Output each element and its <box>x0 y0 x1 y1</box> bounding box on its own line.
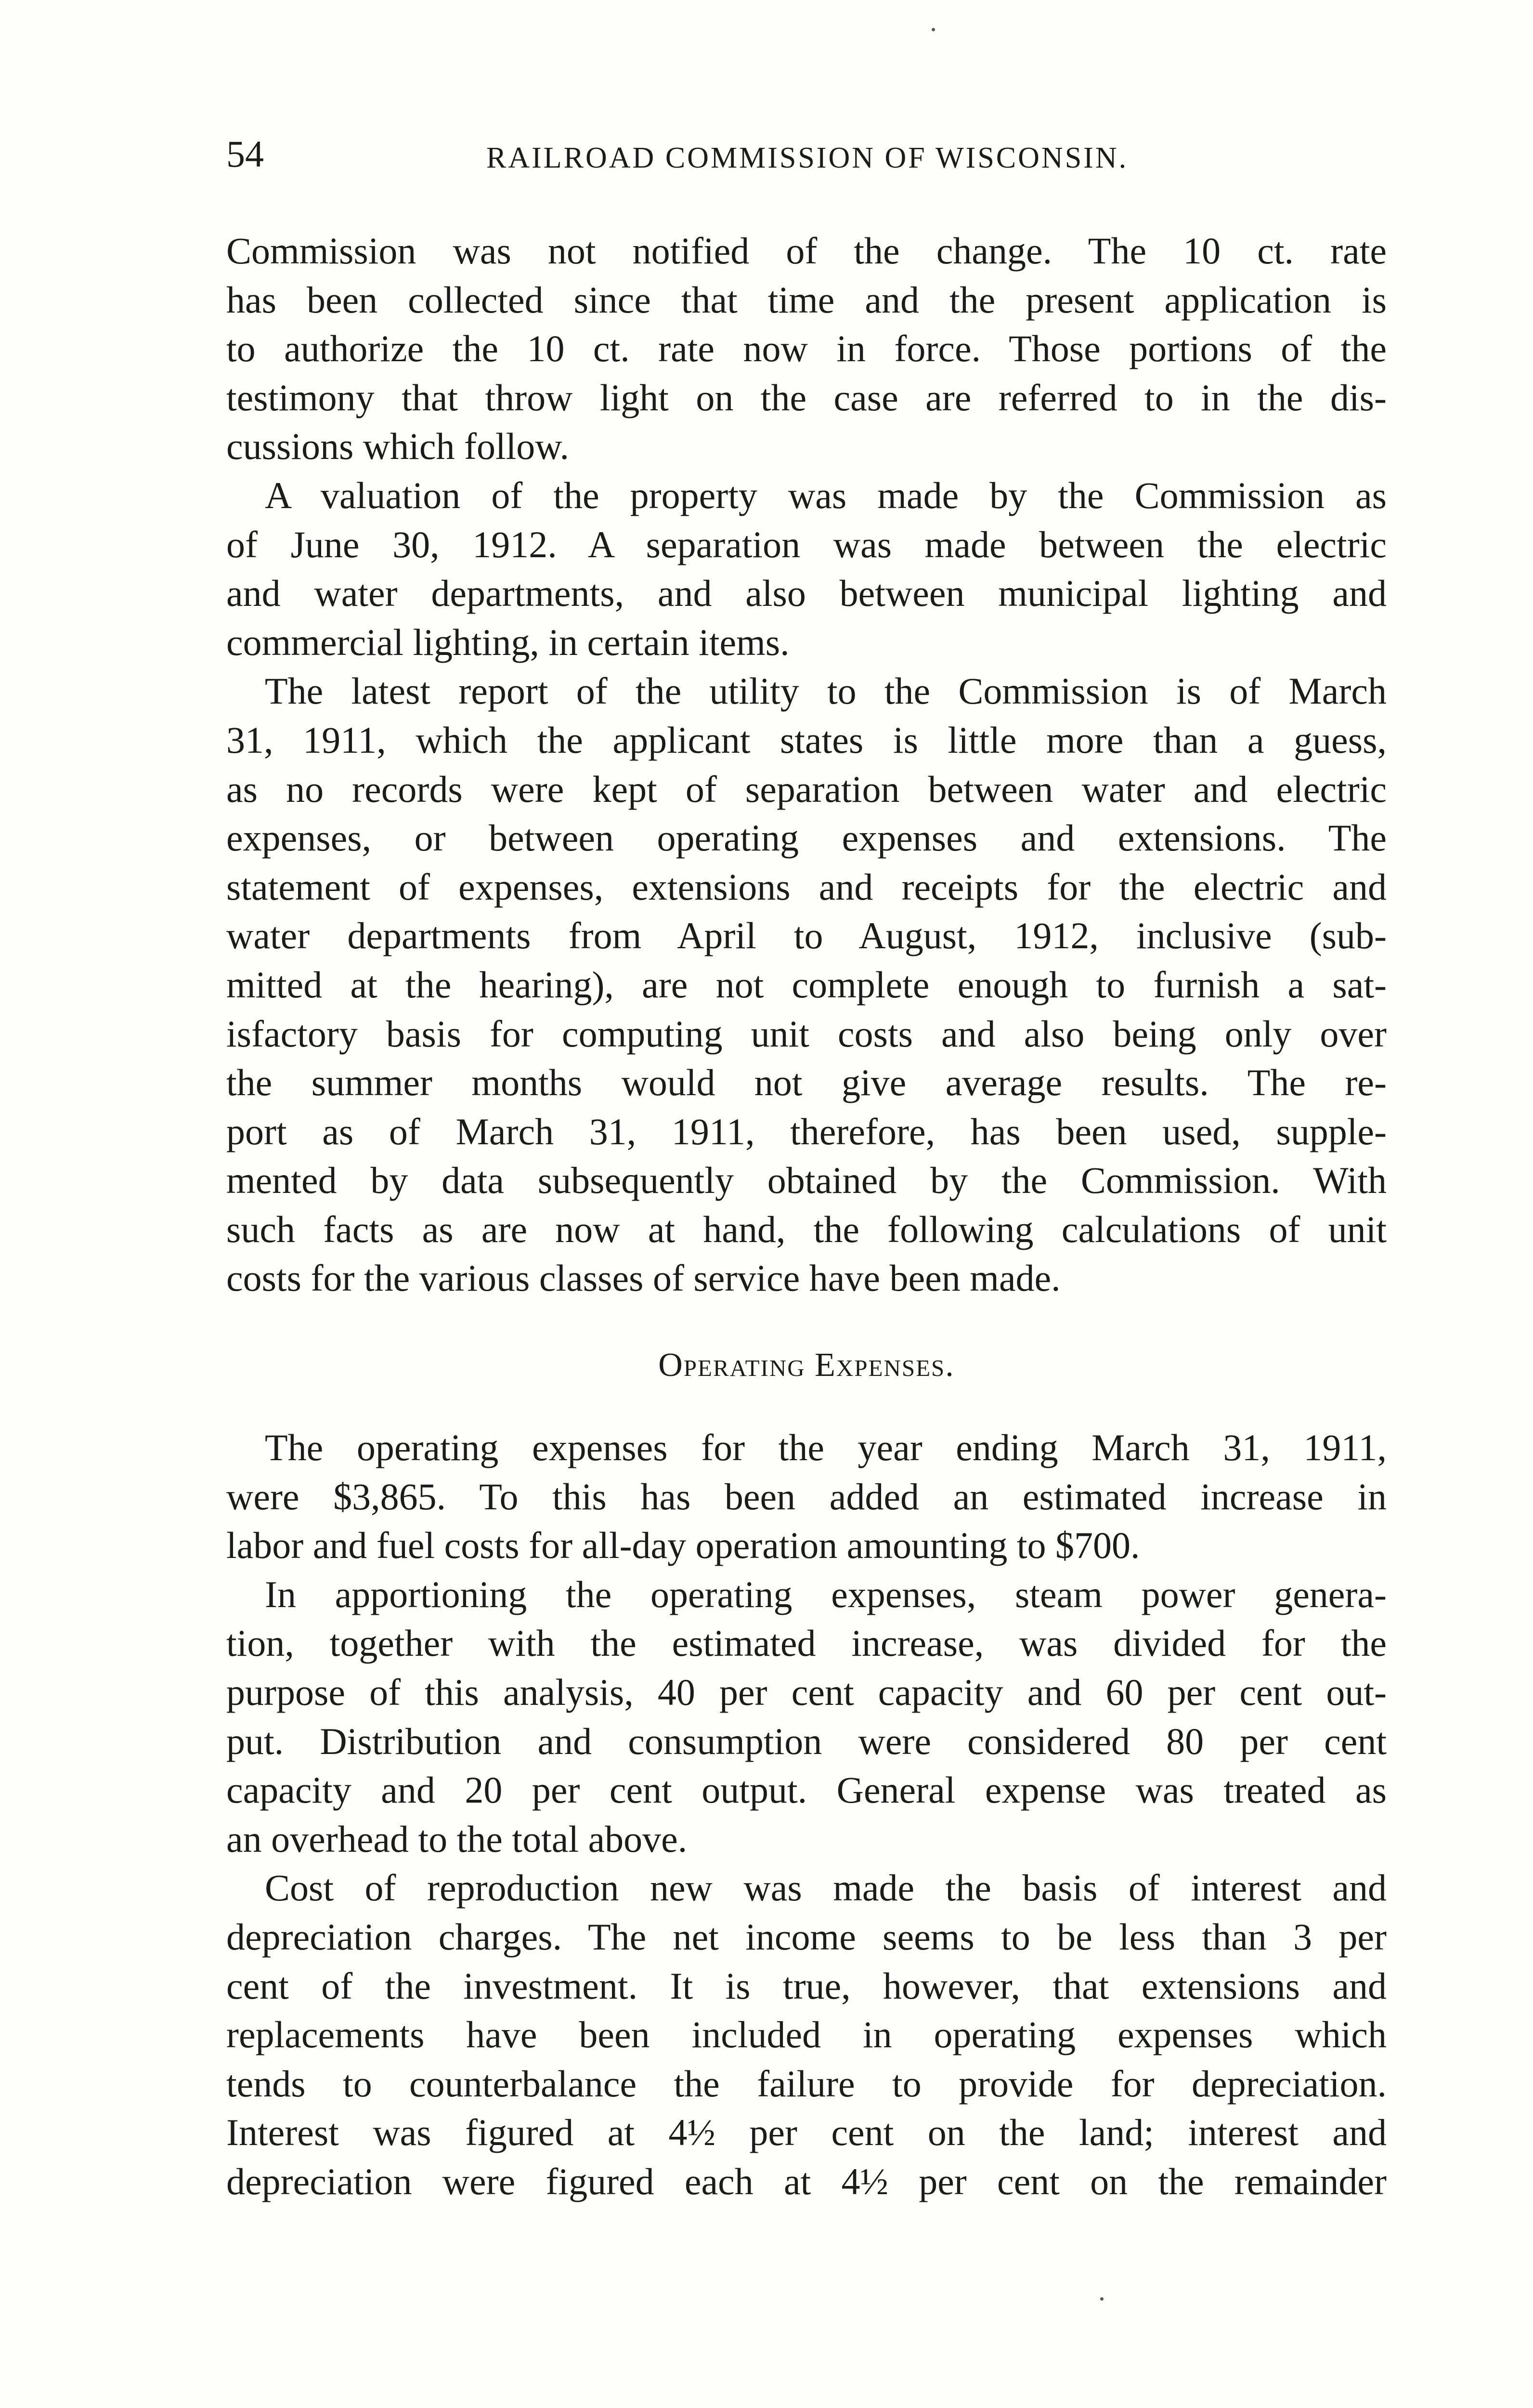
text-line: has been collected since that time and the present application is <box>226 278 1387 321</box>
text-line: Interest was figured at 4½ per cent on the land; interest and <box>226 2111 1387 2154</box>
text-line: tion, together with the estimated increase, was divided for the <box>226 1622 1387 1664</box>
text-line: of June 30, 1912. A separation was made between the electric <box>226 523 1387 565</box>
text-line: water departments from April to August, 1912, inclusive (sub- <box>226 915 1387 957</box>
text-line: 31, 1911, which the applicant states is little more than a guess, <box>226 719 1387 761</box>
paragraph-cost-of-reproduction <box>226 1863 1387 2206</box>
text-line: to authorize the 10 ct. rate now in force. Those portions of the <box>226 327 1387 370</box>
text-line: capacity and 20 per cent output. General expense was treated as <box>226 1769 1387 1811</box>
text-line: were $3,865. To this has been added an estimated increase in <box>226 1475 1387 1518</box>
section-heading-operating-expenses: Operating Expenses. <box>658 1347 955 1384</box>
paragraph-latest-report <box>226 667 1387 1303</box>
text-line: such facts as are now at hand, the following calculations of unit <box>226 1208 1387 1250</box>
text-line: Commission was not notified of the change. The 10 ct. rate <box>226 230 1387 272</box>
text-line: the summer months would not give average results. The re- <box>226 1061 1387 1104</box>
text-line: In apportioning the operating expenses, steam power genera- <box>265 1573 1387 1615</box>
text-line: costs for the various classes of service have been made. <box>226 1257 1061 1299</box>
scan-speck <box>1100 2297 1104 2301</box>
text-line: depreciation charges. The net income seems to be less than 3 per <box>226 1916 1387 1958</box>
text-line: cussions which follow. <box>226 425 570 468</box>
text-line: cent of the investment. It is true, however, that extensions and <box>226 1964 1387 2007</box>
text-line: port as of March 31, 1911, therefore, has been used, supple- <box>226 1110 1387 1152</box>
text-line: Cost of reproduction new was made the basis of interest and <box>265 1867 1387 1909</box>
text-line: put. Distribution and consumption were considered 80 per cent <box>226 1720 1387 1762</box>
paragraph-valuation <box>226 471 1387 667</box>
text-line: testimony that throw light on the case are referred to in the dis- <box>226 376 1387 419</box>
text-line: mitted at the hearing), are not complete enough to furnish a sat- <box>226 963 1387 1006</box>
text-line: The operating expenses for the year ending March 31, 1911, <box>265 1426 1387 1469</box>
text-line: depreciation were figured each at 4½ per cent on the remainder <box>226 2160 1387 2202</box>
page-header <box>226 130 1382 183</box>
text-line: mented by data subsequently obtained by the Commission. With <box>226 1159 1387 1202</box>
text-line: labor and fuel costs for all-day operation amounting to $700. <box>226 1524 1140 1567</box>
text-line: A valuation of the property was made by the Commission as <box>265 474 1387 516</box>
text-line: statement of expenses, extensions and receipts for the electric and <box>226 865 1387 908</box>
text-line: as no records were kept of separation between water and electric <box>226 768 1387 810</box>
text-line: purpose of this analysis, 40 per cent capacity and 60 per cent out- <box>226 1671 1387 1714</box>
text-line: replacements have been included in operating expenses which <box>226 2014 1387 2056</box>
scan-speck <box>932 28 935 31</box>
text-line: commercial lighting, in certain items. <box>226 621 790 663</box>
text-line: an overhead to the total above. <box>226 1818 688 1860</box>
page-number: 54 <box>226 133 264 175</box>
body-text <box>226 226 1387 2206</box>
text-line: The latest report of the utility to the Commission is of March <box>265 670 1387 712</box>
paragraph-operating-expenses <box>226 1423 1387 1570</box>
text-line: and water departments, and also between municipal lighting and <box>226 572 1387 615</box>
paragraph-commission-notice <box>226 226 1387 471</box>
paragraph-apportioning <box>226 1570 1387 1864</box>
text-line: tends to counterbalance the failure to provide for depreciation. <box>226 2062 1387 2105</box>
text-line: expenses, or between operating expenses and extensions. The <box>226 817 1387 859</box>
text-line: isfactory basis for computing unit costs and also being only over <box>226 1012 1387 1055</box>
running-head: RAILROAD COMMISSION OF WISCONSIN. <box>486 142 1129 174</box>
